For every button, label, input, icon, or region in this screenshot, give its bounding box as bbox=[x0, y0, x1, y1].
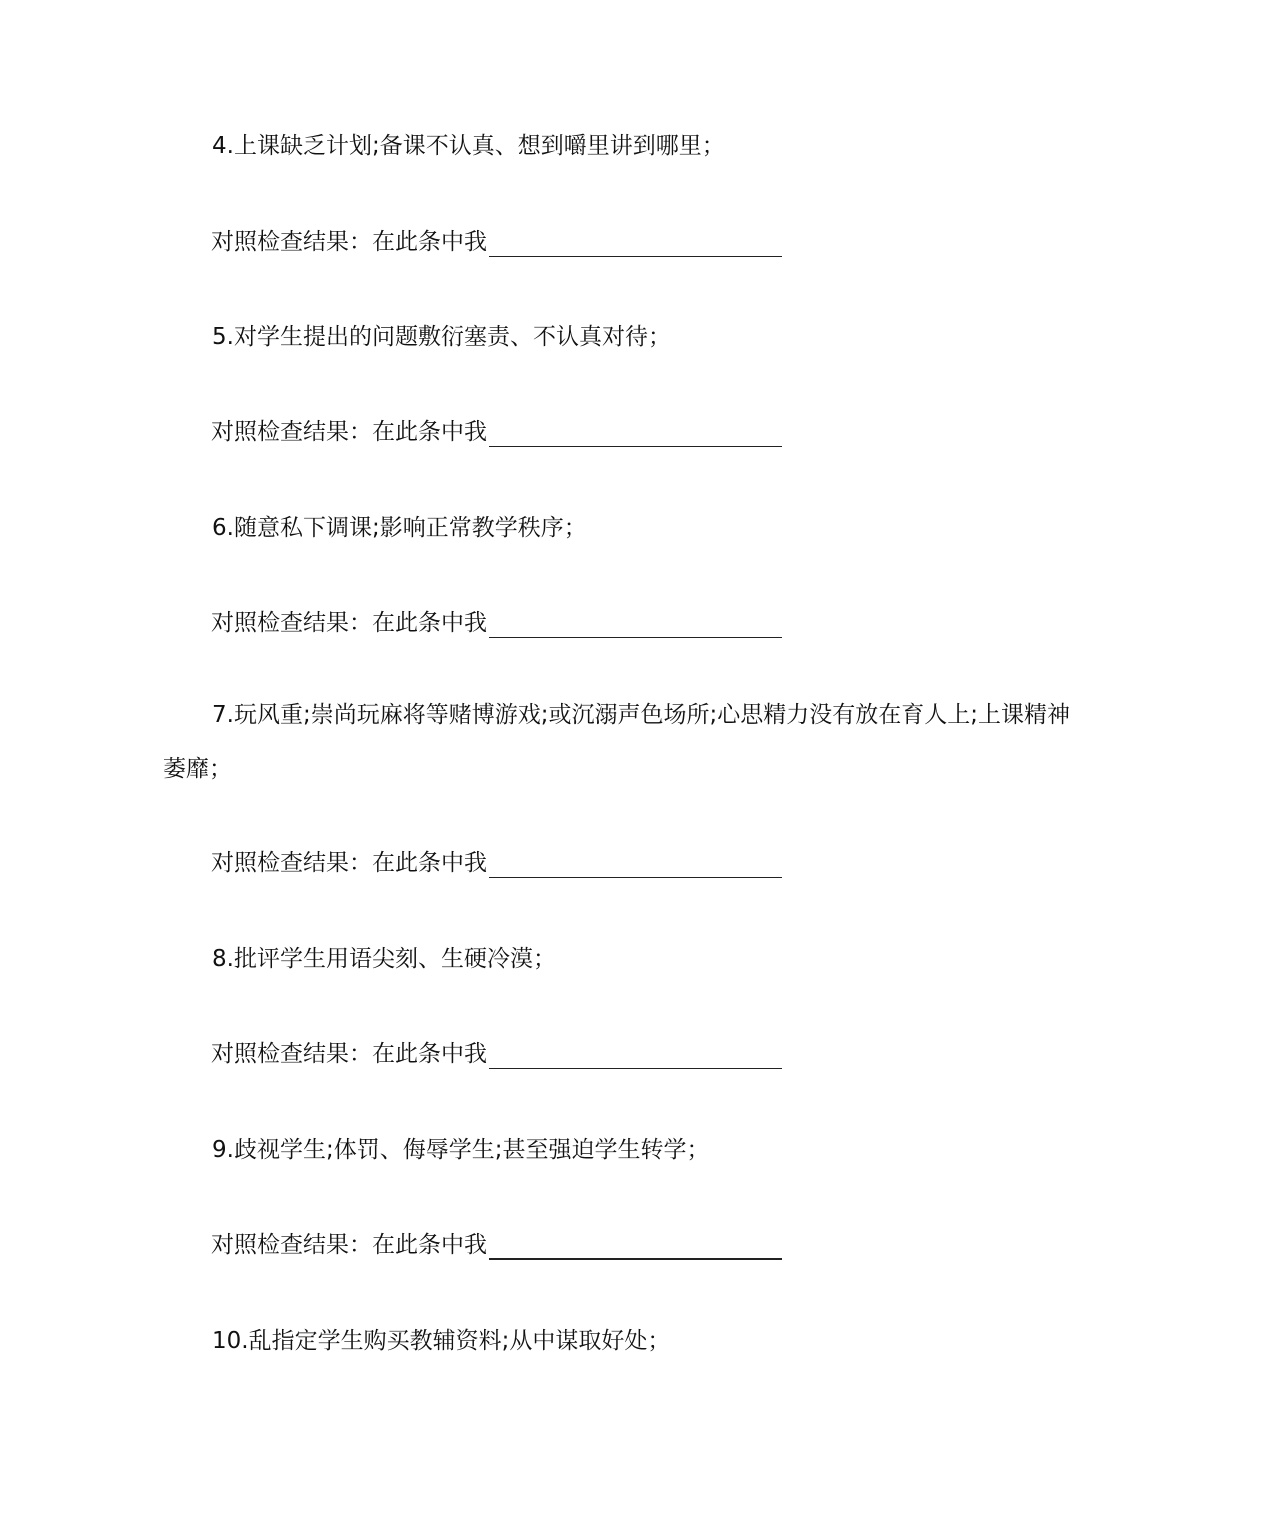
check-result-7 bbox=[211, 848, 782, 878]
item-8-text: 8.批评学生用语尖刻、生硬冷漠； bbox=[212, 946, 556, 972]
check-label: 对照检查结果：在此条中我 bbox=[211, 1041, 487, 1067]
item-6-text: 6.随意私下调课;影响正常教学秩序； bbox=[212, 515, 587, 541]
check-result-9 bbox=[211, 1230, 782, 1260]
check-label: 对照检查结果：在此条中我 bbox=[211, 610, 487, 636]
check-label: 对照检查结果：在此条中我 bbox=[211, 1232, 487, 1258]
check-result-4 bbox=[211, 227, 782, 257]
item-5-text: 5.对学生提出的问题敷衍塞责、不认真对待； bbox=[212, 324, 671, 350]
item-9-text: 9.歧视学生;体罚、侮辱学生;甚至强迫学生转学； bbox=[212, 1137, 710, 1163]
check-label: 对照检查结果：在此条中我 bbox=[211, 850, 487, 876]
answer-blank[interactable] bbox=[489, 615, 782, 638]
check-label: 对照检查结果：在此条中我 bbox=[211, 419, 487, 445]
check-label: 对照检查结果：在此条中我 bbox=[211, 229, 487, 255]
item-10-text: 10.乱指定学生购买教辅资料;从中谋取好处； bbox=[212, 1328, 671, 1354]
check-result-5 bbox=[211, 417, 782, 447]
answer-blank[interactable] bbox=[489, 1046, 782, 1069]
answer-blank[interactable] bbox=[489, 855, 782, 878]
item-7-text: 7.玩风重;崇尚玩麻将等赌博游戏;或沉溺声色场所;心思精力没有放在育人上;上课精神 bbox=[212, 702, 1070, 728]
check-result-6 bbox=[211, 608, 782, 638]
item-4-text: 4.上课缺乏计划;备课不认真、想到嚼里讲到哪里； bbox=[212, 133, 725, 159]
answer-blank[interactable] bbox=[489, 424, 782, 447]
item-7-text-continued: 萎靡； bbox=[163, 756, 232, 782]
answer-blank[interactable] bbox=[489, 234, 782, 257]
check-result-8 bbox=[211, 1039, 782, 1069]
answer-blank[interactable] bbox=[489, 1236, 782, 1260]
